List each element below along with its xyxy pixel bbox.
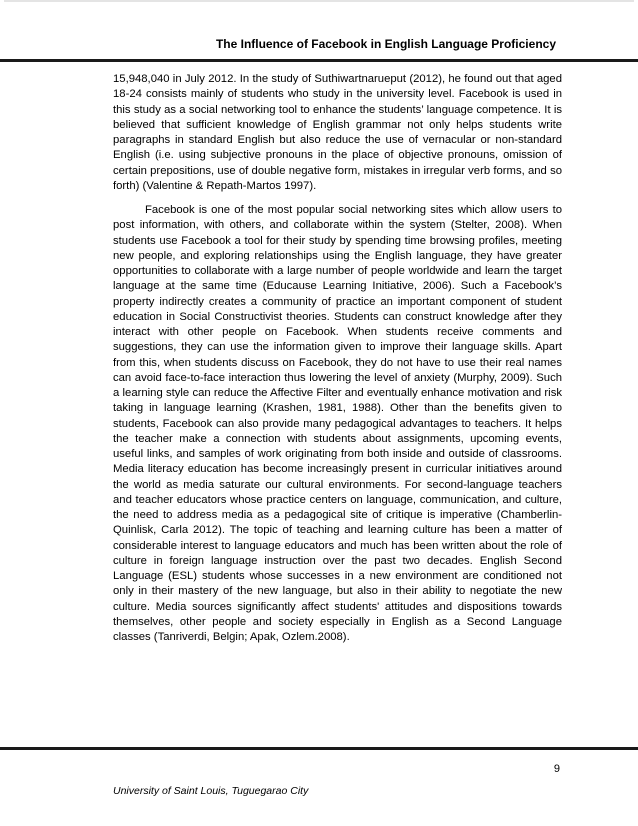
footer-rule (0, 747, 638, 750)
header-rule (0, 59, 638, 62)
page-top-border (4, 0, 634, 2)
page-number: 9 (553, 763, 560, 775)
running-header-title: The Influence of Facebook in English Language Proficiency (215, 37, 556, 51)
footer-affiliation: University of Saint Louis, Tuguegarao City (113, 785, 309, 797)
paragraph-1: 15,948,040 in July 2012. In the study of Suthiwartnarueput (2012), he found out that aged 18-24 consists mainly of students who study in the university level. Facebook is used in this study as a social networking tool to enhance the students’ language competence. It is believed that sufficient knowledge of English grammar not only helps students write paragraphs in standard English but also reduce the use of vernacular or non-standard English (i.e. using subjective pronouns in the place of objective pronouns, omission of certain prepositions, use of double negative form, mistakes in irregular verb forms, and so forth) (Valentine & Repath-Martos 1997). (113, 73, 562, 192)
body-text (113, 72, 562, 645)
paragraph-2: Facebook is one of the most popular social networking sites which allow users to post information, with others, and collaborate within the system (Stelter, 2008). When students use Facebook a tool for their study by spending time browsing profiles, meeting new people, and exploring relationships using the English language, they have greater opportunities to collaborate with a large number of people worldwide and learn the target language at the same time (Educause Learning Initiative, 2006). Such a Facebook’s property indirectly creates a community of practice an important component of student education in Social Constructivist theories. Students can construct knowledge after they interact with other people on Facebook. When students receive comments and suggestions, they can use the information given to improve their language skills. Apart from this, when students discuss on Facebook, they do not have to use their real names can avoid face-to-face interaction thus lowering the level of anxiety (Murphy, 2009). Such a learning style can reduce the Affective Filter and eventually enhance motivation and risk taking in language learning (Krashen, 1981, 1988). Other than the benefits given to students, Facebook can also provide many pedagogical advantages to teachers. It helps the teacher make a connection with students about assignments, upcoming events, useful links, and samples of work originating from both inside and outside of classrooms. Media literacy education has become increasingly present in curricular initiatives around the world as media saturate our cultural environments. For second-language teachers and teacher educators whose practice centers on language, communication, and culture, the need to address media as a pedagogical site of critique is imperative (Chamberlin-Quinlisk, Carla 2012). The topic of teaching and learning culture has been a matter of considerable interest to language educators and much has been written about the role of culture in foreign language instruction over the past two decades. English Second Language (ESL) students whose successes in a new environment are conditioned not only in their mastery of the new language, but also in their ability to negotiate the new culture. Media sources significantly affect students' attitudes and dispositions towards themselves, other people and society especially in English as a Second Language classes (Tanriverdi, Belgin; Apak, Ozlem.2008). (113, 204, 562, 643)
